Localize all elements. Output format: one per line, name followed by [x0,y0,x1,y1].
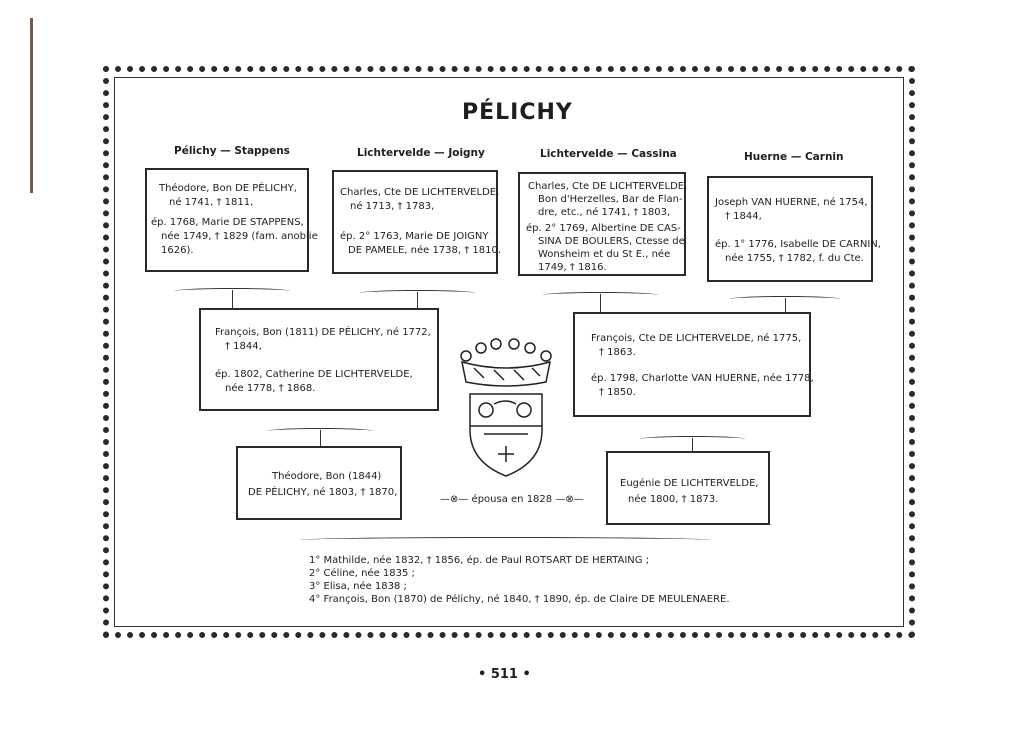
couple-line: née 1800, † 1873. [628,494,719,505]
parent-box-lichtervelde [573,312,814,417]
connector-line [600,294,601,312]
parent-line: François, Bon (1811) DE PÉLICHY, né 1772, [215,327,431,338]
couple-box-theodore [236,446,402,520]
ancestor-box-lichtervelde-joigny [332,170,502,274]
ancestor-line: ép. 1768, Marie DE STAPPENS, [151,217,304,228]
couple-line: DE PÉLICHY, né 1803, † 1870, [248,487,398,498]
ancestor-line: Charles, Cte DE LICHTERVELDE, [340,187,500,198]
couple-line: Théodore, Bon (1844) [272,471,382,482]
child-item: 4° François, Bon (1870) de Pélichy, né 1840, † 1890, ép. de Claire DE MEULENAERE. [309,594,730,605]
parent-line: † 1844, [225,341,262,352]
connector-line [417,292,418,308]
ancestor-line: ép. 1° 1776, Isabelle DE CARNIN, [715,239,881,250]
ancestor-line: ép. 2° 1763, Marie DE JOIGNY [340,231,489,242]
ancestor-line: née 1749, † 1829 (fam. anoblie [161,231,318,242]
ancestor-line: née 1755, † 1782, f. du Cte. [725,253,864,264]
column-heading-pelichy-stappens: Pélichy — Stappens [174,145,290,157]
ancestor-line: SINA DE BOULERS, Ctesse de [538,236,685,247]
ancestor-line: né 1713, † 1783, [350,201,435,212]
children-list [309,554,730,606]
ancestor-box-lichtervelde-cassina [518,172,686,276]
ancestor-line: Joseph VAN HUERNE, né 1754, [715,197,868,208]
parent-line: née 1778, † 1868. [225,383,316,394]
coat-of-arms-crest [454,338,558,480]
ancestor-line: 1749, † 1816. [538,262,607,273]
child-item: 1° Mathilde, née 1832, † 1856, ép. de Paul ROTSART DE HERTAING ; [309,555,650,566]
ancestor-line: 1626). [161,245,194,256]
ancestor-line: DE PAMELE, née 1738, † 1810. [348,245,502,256]
connector-line [232,290,233,308]
ancestor-box-huerne-carnin [707,176,881,282]
ancestor-line: ép. 2° 1769, Albertine DE CAS- [526,223,681,234]
column-heading-huerne-carnin: Huerne — Carnin [744,151,844,163]
marriage-note: —⊗— épousa en 1828 —⊗— [440,494,584,505]
ancestor-box-pelichy [145,168,318,272]
page-number: • 511 • [478,667,531,682]
ancestor-line: Bon d'Herzelles, Bar de Flan- [538,194,683,205]
column-heading-lichtervelde-joigny: Lichtervelde — Joigny [357,147,485,159]
connector-line [320,430,321,446]
ancestor-line: Charles, Cte DE LICHTERVELDE, [528,181,688,192]
couple-box-eugenie [606,451,770,525]
ancestor-line: né 1741, † 1811, [169,197,254,208]
page-title: PÉLICHY [462,100,573,125]
ancestor-line: Wonsheim et du St E., née [538,249,671,260]
parent-line: ép. 1802, Catherine DE LICHTERVELDE, [215,369,413,380]
child-item: 3° Elisa, née 1838 ; [309,581,407,592]
parent-line: François, Cte DE LICHTERVELDE, né 1775, [591,333,802,344]
scan-edge-mark [30,18,33,193]
ancestor-line: Théodore, Bon DE PÉLICHY, [159,183,297,194]
couple-line: Eugénie DE LICHTERVELDE, [620,478,759,489]
connector-line [692,438,693,452]
column-heading-lichtervelde-cassina: Lichtervelde — Cassina [540,148,677,160]
parent-line: † 1850. [599,387,636,398]
parent-box-pelichy [199,308,439,411]
parent-line: ép. 1798, Charlotte VAN HUERNE, née 1778, [591,373,814,384]
parent-line: † 1863. [599,347,636,358]
child-item: 2° Céline, née 1835 ; [309,568,415,579]
children-brace [300,537,710,543]
ancestor-line: † 1844, [725,211,762,222]
ancestor-line: dre, etc., né 1741, † 1803, [538,207,671,218]
